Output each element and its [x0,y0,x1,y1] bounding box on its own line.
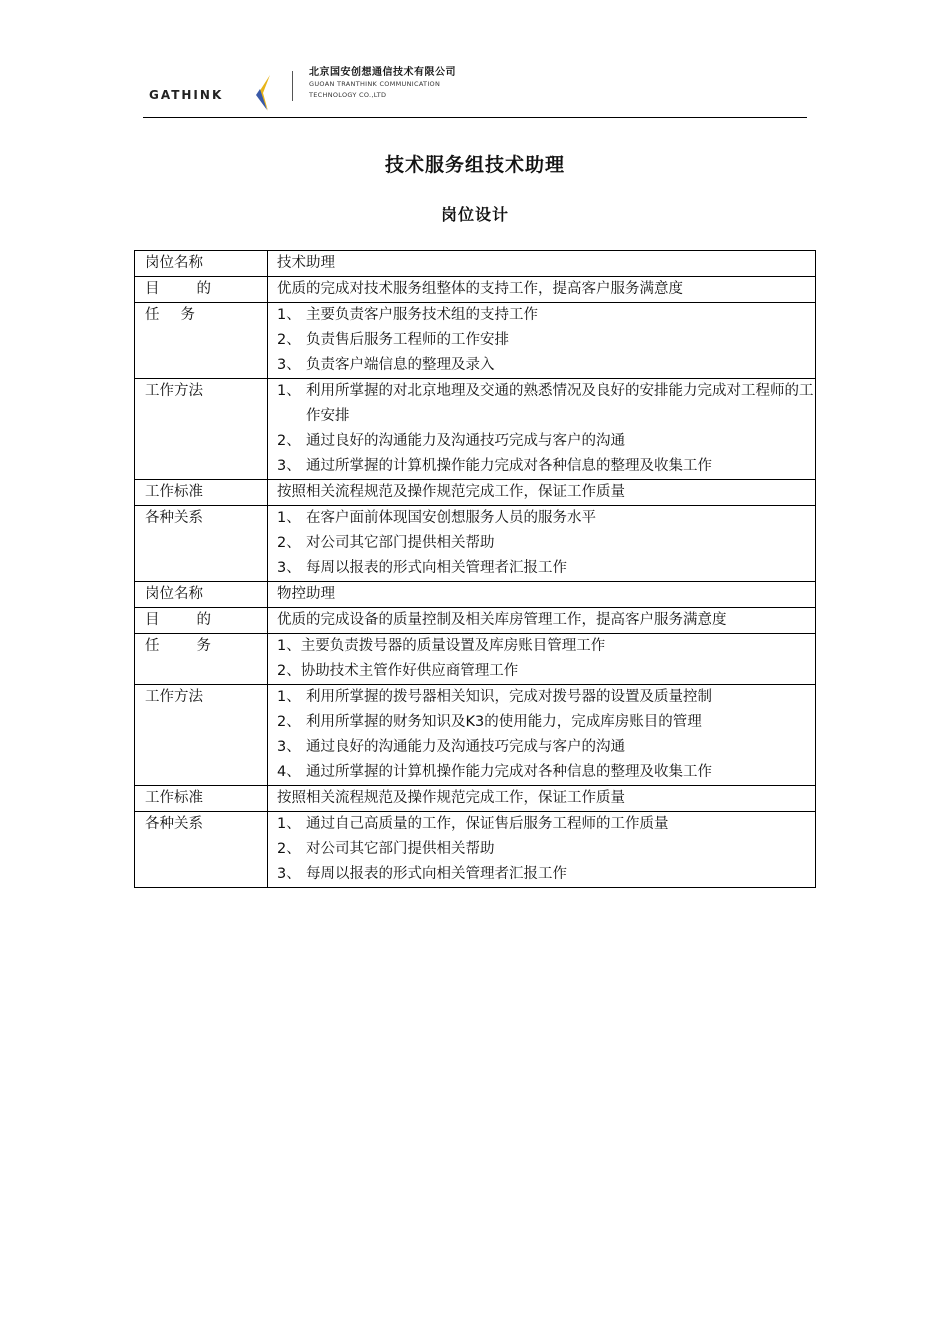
standard-label: 工作标准 [135,786,268,812]
list-item: 1、 通过自己高质量的工作，保证售后服务工程师的工作质量 [277,816,669,832]
purpose-label: 目 的 [135,608,268,634]
methods-list [268,685,816,786]
document-title: 技术服务组技术助理 [384,154,565,176]
list-item: 1、 利用所掌握的拨号器相关知识，完成对拨号器的设置及质量控制 [277,689,712,705]
table-row [135,506,816,582]
brand-wordmark: GATHINK [149,88,224,102]
company-name-en-line1: GUOAN TRANTHINK COMMUNICATION [309,80,441,88]
table-row [135,812,816,888]
list-item: 2、 对公司其它部门提供相关帮助 [277,535,495,551]
tasks-list [268,303,816,379]
list-item: 1、 在客户面前体现国安创想服务人员的服务水平 [277,510,596,526]
company-name-en-line2: TECHNOLOGY CO.,LTD [309,91,387,99]
header-divider [292,71,293,101]
tasks-list [268,634,816,685]
relations-list [268,812,816,888]
position-design-table [134,250,816,888]
purpose-label: 目 的 [135,277,268,303]
methods-label: 工作方法 [135,685,268,786]
list-item: 3、 通过良好的沟通能力及沟通技巧完成与客户的沟通 [277,739,625,755]
standard-value: 按照相关流程规范及操作规范完成工作，保证工作质量 [268,480,816,506]
relations-label: 各种关系 [135,506,268,582]
tasks-label: 任 务 [135,634,268,685]
list-item: 1、 主要负责客户服务技术组的支持工作 [277,307,538,323]
company-name-block [309,67,456,101]
list-item: 2、 利用所掌握的财务知识及K3的使用能力，完成库房账目的管理 [277,714,702,730]
table-row [135,277,816,303]
list-item: 1、 利用所掌握的对北京地理及交通的熟悉情况及良好的安排能力完成对工程师的工作安排 [277,383,814,424]
list-item: 3、 通过所掌握的计算机操作能力完成对各种信息的整理及收集工作 [277,458,712,474]
company-logo-icon [256,75,274,111]
list-item: 2、 对公司其它部门提供相关帮助 [277,841,495,857]
position-name-label: 岗位名称 [135,582,268,608]
methods-list [268,379,816,480]
standard-label: 工作标准 [135,480,268,506]
table-row [135,251,816,277]
table-row [135,786,816,812]
list-item: 2、 协助技术主管作好供应商管理工作 [277,663,519,679]
purpose-value: 优质的完成设备的质量控制及相关库房管理工作，提高客户服务满意度 [268,608,816,634]
page-header [143,64,807,118]
methods-label: 工作方法 [135,379,268,480]
list-item: 1、 主要负责拨号器的质量设置及库房账目管理工作 [277,638,606,654]
list-item: 4、 通过所掌握的计算机操作能力完成对各种信息的整理及收集工作 [277,764,712,780]
list-item: 3、 每周以报表的形式向相关管理者汇报工作 [277,866,567,882]
list-item: 2、 负责售后服务工程师的工作安排 [277,332,509,348]
table-row [135,685,816,786]
tasks-label: 任 务 [135,303,268,379]
list-item: 2、 通过良好的沟通能力及沟通技巧完成与客户的沟通 [277,433,625,449]
list-item: 3、 每周以报表的形式向相关管理者汇报工作 [277,560,567,576]
purpose-value: 优质的完成对技术服务组整体的支持工作，提高客户服务满意度 [268,277,816,303]
table-row [135,582,816,608]
position-name-value: 物控助理 [268,582,816,608]
company-name-cn: 北京国安创想通信技术有限公司 [309,67,456,78]
relations-label: 各种关系 [135,812,268,888]
position-name-label: 岗位名称 [135,251,268,277]
table-row [135,634,816,685]
document-subtitle: 岗位设计 [440,205,509,224]
table-row [135,480,816,506]
relations-list [268,506,816,582]
table-row [135,379,816,480]
list-item: 3、 负责客户端信息的整理及录入 [277,357,495,373]
table-row [135,303,816,379]
standard-value: 按照相关流程规范及操作规范完成工作，保证工作质量 [268,786,816,812]
table-row [135,608,816,634]
position-name-value: 技术助理 [268,251,816,277]
